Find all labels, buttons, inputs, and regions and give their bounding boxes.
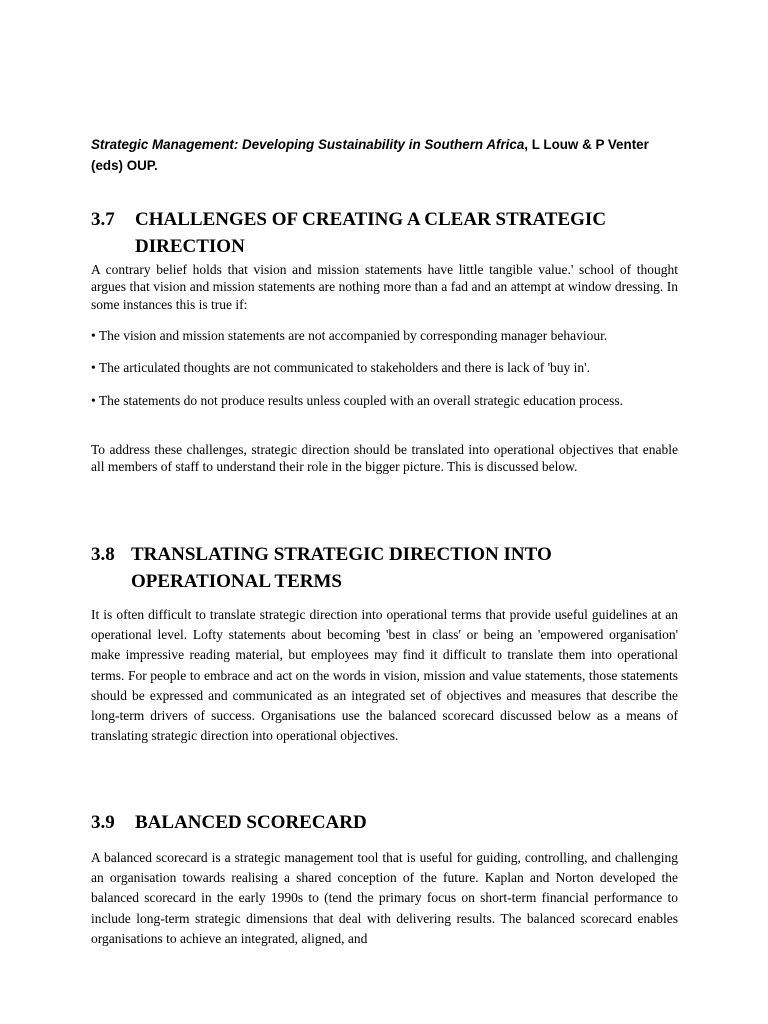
section-3-7-heading: [91, 206, 691, 260]
bullet-item: • The statements do not produce results unless coupled with an overall strategic education process.: [91, 393, 623, 408]
bullet-item: • The articulated thoughts are not communicated to stakeholders and there is lack of 'buy in'.: [91, 360, 590, 375]
bullet-item: • The vision and mission statements are not accompanied by corresponding manager behaviour.: [91, 328, 608, 343]
section-number: 3.7: [91, 209, 115, 230]
citation-authors: , L Louw & P Venter (eds) OUP.: [91, 137, 649, 173]
citation-book-title: Strategic Management: Developing Sustainability in Southern Africa: [91, 137, 525, 152]
paragraph: It is often difficult to translate strategic direction into operational terms that provide useful guidelines at an operational level. Lofty statements about becoming 'best in class' or being an 'empowered organisation' make impressive reading material, but employees may find it difficult to translate them into operational terms. For people to embrace and act on the words in vision, mission and value statements, those statements should be expressed and communicated as an integrated set of objectives and measures that describe the long-term drivers of success. Organisations use the balanced scorecard discussed below as a means of translating strategic direction into operational objectives.: [91, 607, 678, 744]
source-citation: [91, 134, 683, 176]
section-title: TRANSLATING STRATEGIC DIRECTION INTO OPERATIONAL TERMS: [131, 544, 552, 592]
section-3-9-heading: [91, 809, 691, 836]
paragraph: A contrary belief holds that vision and mission statements have little tangible value.' school of thought argues that vision and mission statements are nothing more than a fad and an attempt at window dressing. In some instances this is true if:: [91, 262, 678, 312]
paragraph: To address these challenges, strategic direction should be translated into operational objectives that enable all members of staff to understand their role in the bigger picture. This is discussed below.: [91, 442, 678, 475]
paragraph: A balanced scorecard is a strategic management tool that is useful for guiding, controlling, and challenging an organisation towards realising a shared conception of the future. Kaplan and Norton developed the balanced scorecard in the early 1990s to (tend the primary focus on short-term financial performance to include long-term strategic dimensions that deal with delivering results. The balanced scorecard enables organisations to achieve an integrated, aligned, and: [91, 850, 678, 946]
section-title: CHALLENGES OF CREATING A CLEAR STRATEGIC DIRECTION: [135, 209, 607, 257]
section-title: BALANCED SCORECARD: [135, 812, 367, 833]
section-3-8-heading: [91, 541, 691, 595]
section-number: 3.9: [91, 812, 115, 833]
section-number: 3.8: [91, 544, 115, 565]
